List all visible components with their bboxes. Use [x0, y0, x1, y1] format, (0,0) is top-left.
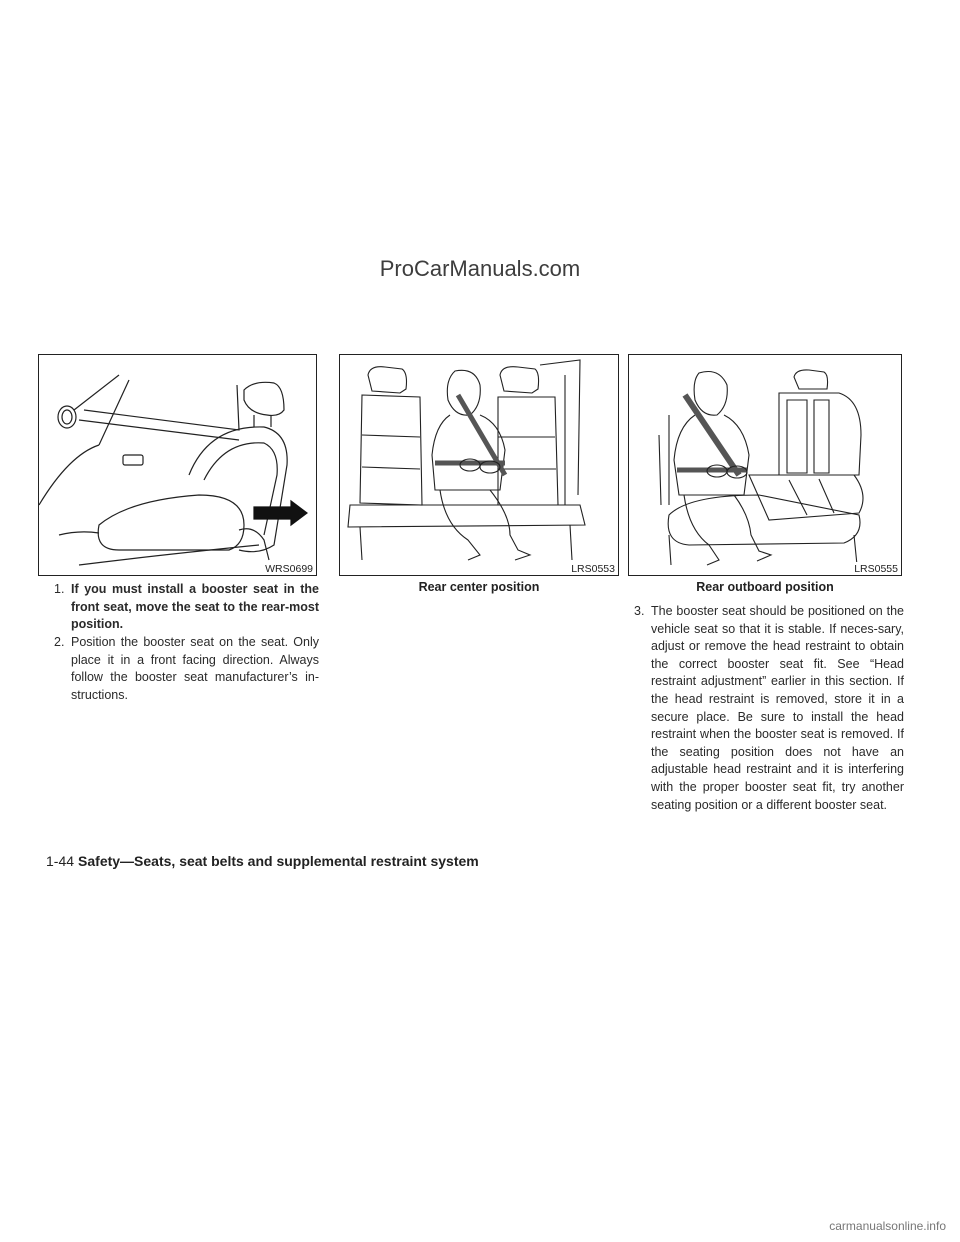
- caption-rear-center: Rear center position: [418, 580, 540, 594]
- step-number: 1.: [54, 582, 65, 596]
- figure-code: WRS0699: [260, 562, 316, 575]
- watermark-carmanualsonline: carmanualsonline.info: [829, 1219, 946, 1233]
- step-number: 2.: [54, 635, 65, 649]
- step-2: [54, 634, 319, 704]
- page-number: 1-44: [46, 853, 75, 869]
- figure-rear-outboard: [628, 354, 902, 576]
- figure-front-seat: [38, 354, 317, 576]
- step-text: The booster seat should be positioned on the vehicle seat so that it is stable. If neces-sary, adjust or remove the head restraint to obtain the correct booster seat fit. See “Head restraint adjustment” earlier in this section. If the head restraint is removed, store it in a secure place. Be sure to install the head restraint when the booster seat is removed. If the seating position does not have an adjustable head restraint and it is interfering with the proper booster seat fit, try another seating position or a different booster seat.: [651, 604, 904, 812]
- step-number: 3.: [634, 604, 645, 618]
- rear-outboard-illustration: [629, 355, 902, 576]
- figure-code: LRS0553: [566, 562, 618, 575]
- figure-rear-center: [339, 354, 619, 576]
- step-1: [54, 581, 319, 634]
- step-text: If you must install a booster seat in the front seat, move the seat to the rear-most position.: [71, 582, 319, 632]
- step-3: [634, 603, 904, 814]
- page-footer: [46, 853, 479, 869]
- step-text: Position the booster seat on the seat. Only place it in a front facing direction. Always follow the booster seat manufacturer’s in-structions.: [71, 635, 319, 702]
- figure-code: LRS0555: [849, 562, 901, 575]
- front-seat-illustration: [39, 355, 317, 576]
- section-title: Safety—Seats, seat belts and supplemental restraint system: [78, 853, 479, 869]
- watermark-procarmanuals: ProCarManuals.com: [379, 256, 581, 281]
- caption-rear-outboard: Rear outboard position: [696, 580, 834, 594]
- rear-center-illustration: [340, 355, 619, 576]
